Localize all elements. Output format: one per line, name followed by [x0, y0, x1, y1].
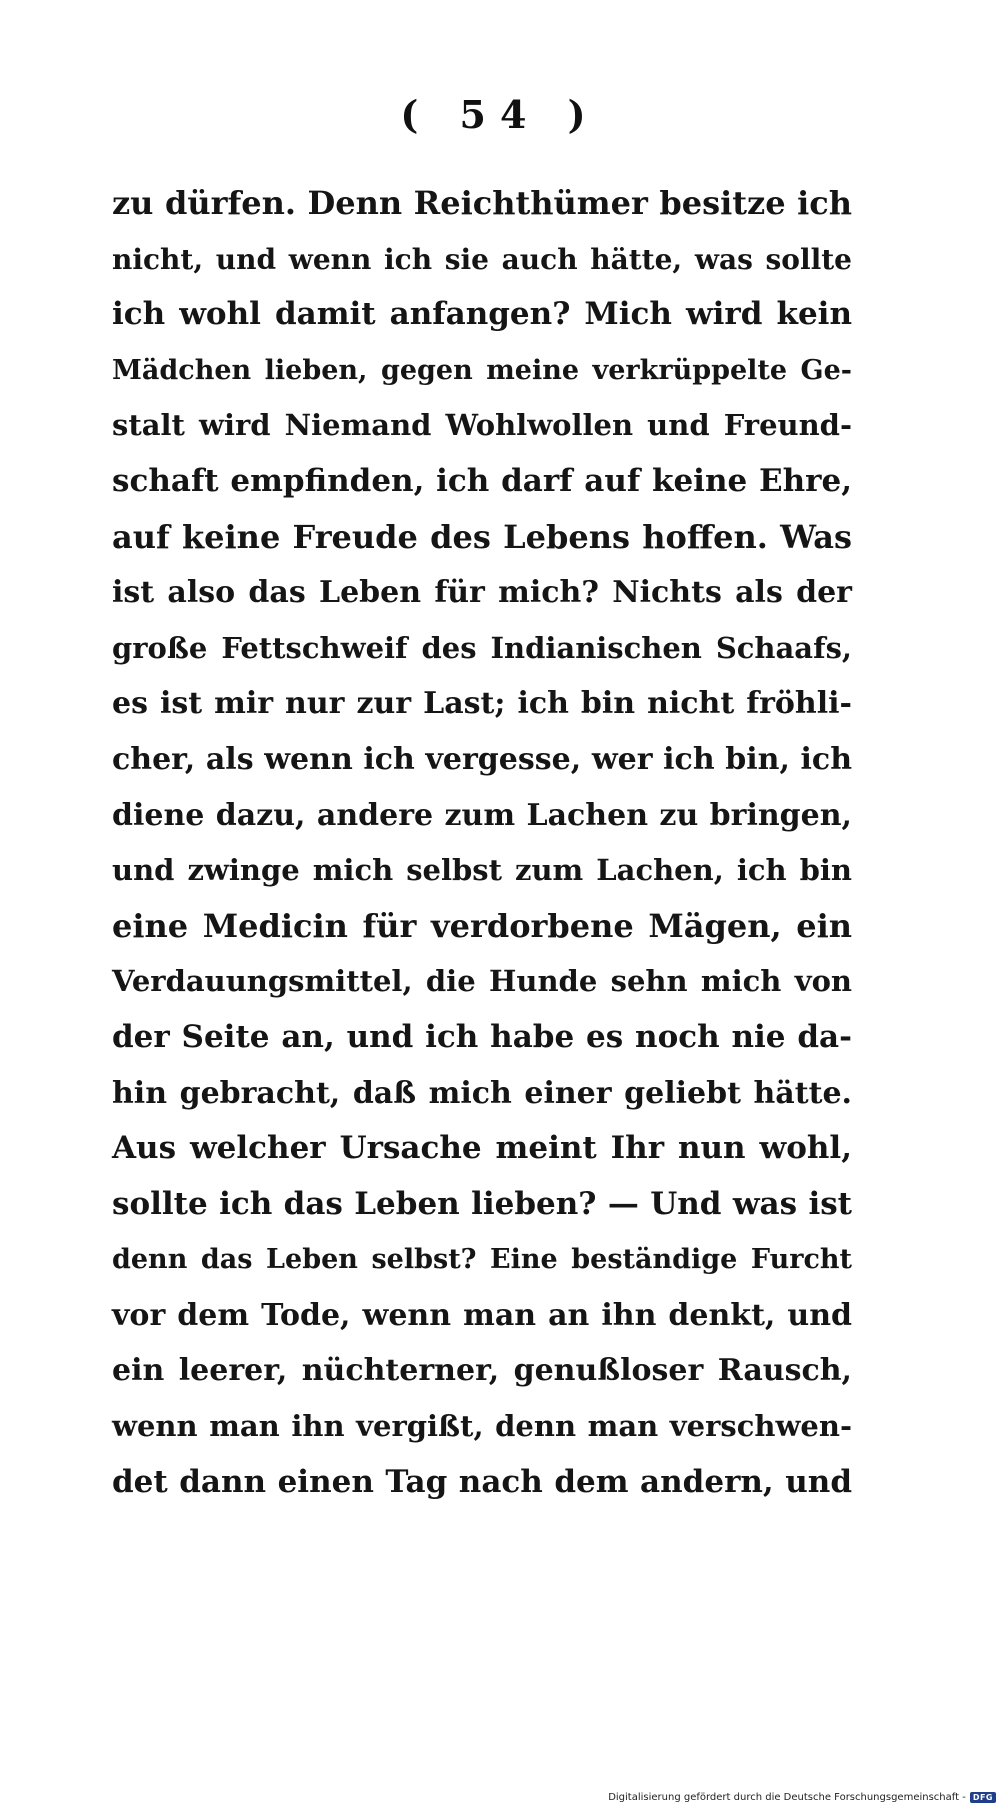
text-line: nicht, und wenn ich sie auch hätte, was sollte: [112, 242, 852, 276]
text-line: det dann einen Tag nach dem andern, und: [112, 1463, 852, 1500]
text-line: vor dem Tode, wenn man an ihn denkt, und: [112, 1297, 852, 1333]
text-line: große Fettschweif des Indianischen Schaafs,: [112, 630, 852, 665]
text-line: wenn man ihn vergißt, denn man verschwen-: [112, 1409, 852, 1444]
text-line: schaft empfinden, ich darf auf keine Ehre,: [112, 462, 852, 499]
text-line: denn das Leben selbst? Eine beständige Furcht: [112, 1244, 852, 1276]
text-line: und zwinge mich selbst zum Lachen, ich bin: [112, 853, 852, 888]
text-line: auf keine Freude des Lebens hoffen. Was: [112, 517, 852, 556]
text-line: cher, als wenn ich vergesse, wer ich bin, ich: [112, 741, 852, 777]
digitization-credit: [608, 1792, 996, 1803]
text-line: stalt wird Niemand Wohlwollen und Freund-: [112, 408, 852, 443]
text-line: Aus welcher Ursache meint Ihr nun wohl,: [112, 1130, 852, 1167]
body-text: [112, 176, 852, 1510]
text-line: Mädchen lieben, gegen meine verkrüppelte Ge-: [112, 354, 852, 386]
text-line: es ist mir nur zur Last; ich bin nicht fröhli-: [112, 686, 852, 722]
text-line: hin gebracht, daß mich einer geliebt hätte.: [112, 1075, 852, 1111]
text-line: eine Medicin für verdorbene Mägen, ein: [112, 906, 852, 945]
text-line: ein leerer, nüchterner, genußloser Rausch,: [112, 1353, 852, 1389]
text-line: ist also das Leben für mich? Nichts als der: [112, 575, 852, 611]
page-number: ( 54 ): [400, 92, 600, 137]
text-line: diene dazu, andere zum Lachen zu bringen,: [112, 797, 852, 833]
credit-text: Digitalisierung gefördert durch die Deutsche Forschungsgemeinschaft -: [608, 1792, 966, 1803]
dfg-logo: DFG: [970, 1792, 996, 1803]
text-line: Verdauungsmittel, die Hunde sehn mich von: [112, 964, 852, 999]
text-line: der Seite an, und ich habe es noch nie da-: [112, 1018, 852, 1055]
text-line: ich wohl damit anfangen? Mich wird kein: [112, 296, 852, 333]
text-line: sollte ich das Leben lieben? — Und was ist: [112, 1185, 852, 1222]
text-line: zu dürfen. Denn Reichthümer besitze ich: [112, 184, 852, 222]
